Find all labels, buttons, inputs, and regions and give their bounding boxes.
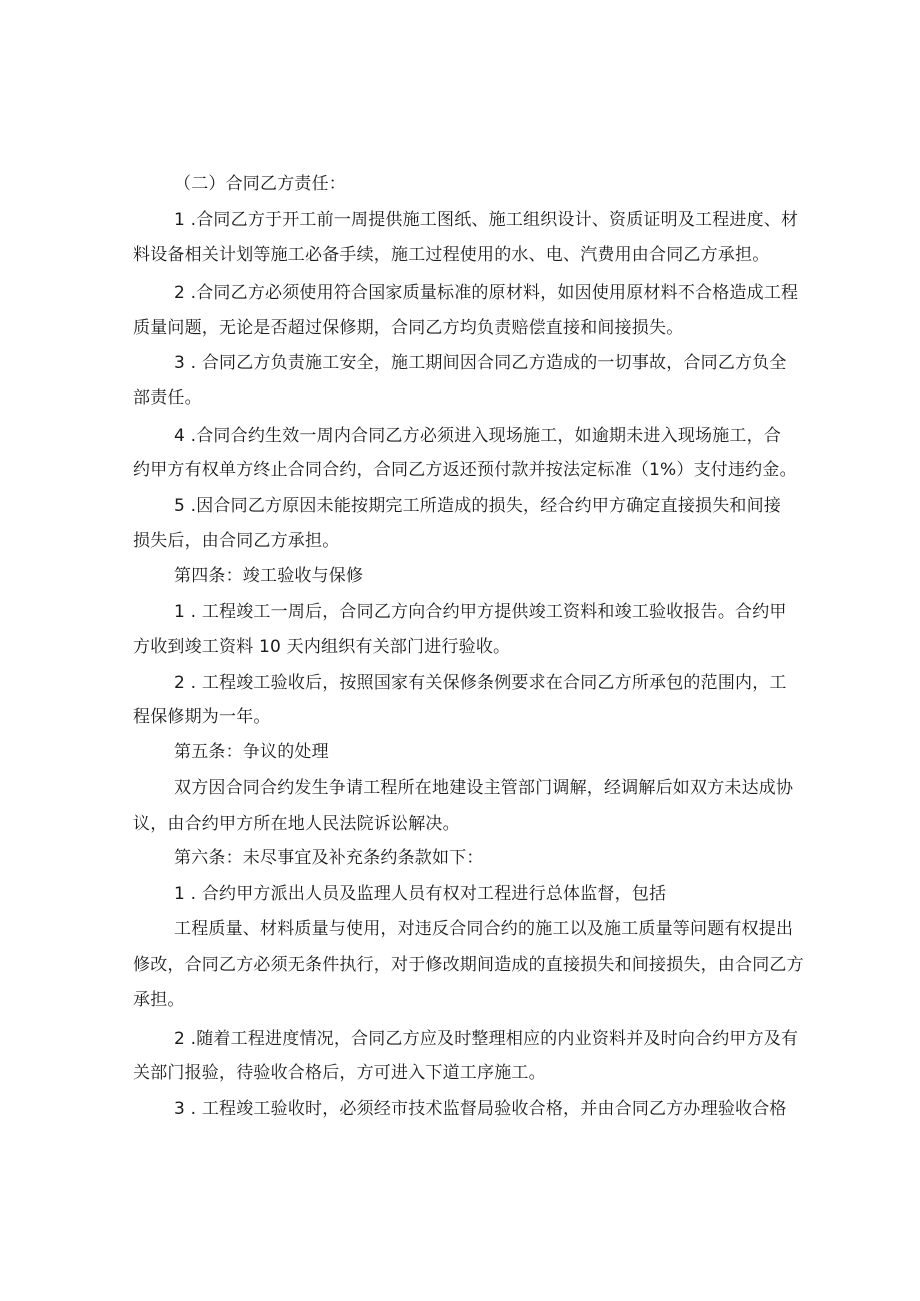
section-heading-party-b: （二）合同乙方责任： [174, 174, 346, 194]
paragraph-line: 1 .合同乙方于开工前一周提供施工图纸、施工组织设计、资质证明及工程进度、材 [174, 210, 799, 230]
paragraph-line: 方收到竣工资料 10 天内组织有关部门进行验收。 [133, 637, 511, 657]
paragraph-line: 承担。 [133, 990, 185, 1010]
paragraph-line: 2 . 工程竣工验收后，按照国家有关保修条例要求在合同乙方所承包的范围内，工 [174, 673, 787, 693]
article-heading-6: 第六条：未尽事宜及补充条约条款如下： [174, 848, 484, 868]
paragraph-line: 质量问题，无论是否超过保修期，合同乙方均负责赔偿直接和间接损失。 [133, 318, 684, 338]
paragraph-line: 1 . 合约甲方派出人员及监理人员有权对工程进行总体监督，包括 [174, 884, 667, 904]
paragraph-line: 2 .合同乙方必须使用符合国家质量标准的原材料，如因使用原材料不合格造成工程 [174, 283, 799, 303]
paragraph-line: 3 . 合同乙方负责施工安全，施工期间因合同乙方造成的一切事故，合同乙方负全 [174, 353, 787, 373]
paragraph-line: 2 .随着工程进度情况，合同乙方应及时整理相应的内业资料并及时向合约甲方及有 [174, 1029, 799, 1049]
paragraph-line: 损失后，由合同乙方承担。 [133, 531, 340, 551]
paragraph-line: 修改，合同乙方必须无条件执行，对于修改期间造成的直接损失和间接损失，由合同乙方 [133, 955, 804, 975]
article-heading-4: 第四条：竣工验收与保修 [174, 566, 364, 586]
article-heading-5: 第五条：争议的处理 [174, 742, 329, 762]
paragraph-line: 3 . 工程竣工验收时，必须经市技术监督局验收合格，并由合同乙方办理验收合格 [174, 1099, 787, 1119]
paragraph-line: 料设备相关计划等施工必备手续，施工过程使用的水、电、汽费用由合同乙方承担。 [133, 245, 770, 265]
paragraph-line: 部责任。 [133, 388, 202, 408]
paragraph-line: 1 . 工程竣工一周后，合同乙方向合约甲方提供竣工资料和竣工验收报告。合约甲 [174, 602, 787, 622]
paragraph-line: 约甲方有权单方终止合同合约，合同乙方返还预付款并按法定标准（1%）支付违约金。 [133, 460, 797, 480]
paragraph-line: 4 .合同合约生效一周内合同乙方必须进入现场施工，如逾期未进入现场施工，合 [174, 426, 782, 446]
paragraph-line: 关部门报验，待验收合格后，方可进入下道工序施工。 [133, 1063, 546, 1083]
paragraph-line: 工程质量、材料质量与使用，对违反合同合约的施工以及施工质量等问题有权提出 [174, 919, 794, 939]
paragraph-line: 双方因合同合约发生争请工程所在地建设主管部门调解，经调解后如双方未达成协 [174, 778, 794, 798]
paragraph-line: 5 .因合同乙方原因未能按期完工所造成的损失，经合约甲方确定直接损失和间接 [174, 496, 782, 516]
paragraph-line: 议，由合约甲方所在地人民法院诉讼解决。 [133, 814, 460, 834]
paragraph-line: 程保修期为一年。 [133, 707, 271, 727]
